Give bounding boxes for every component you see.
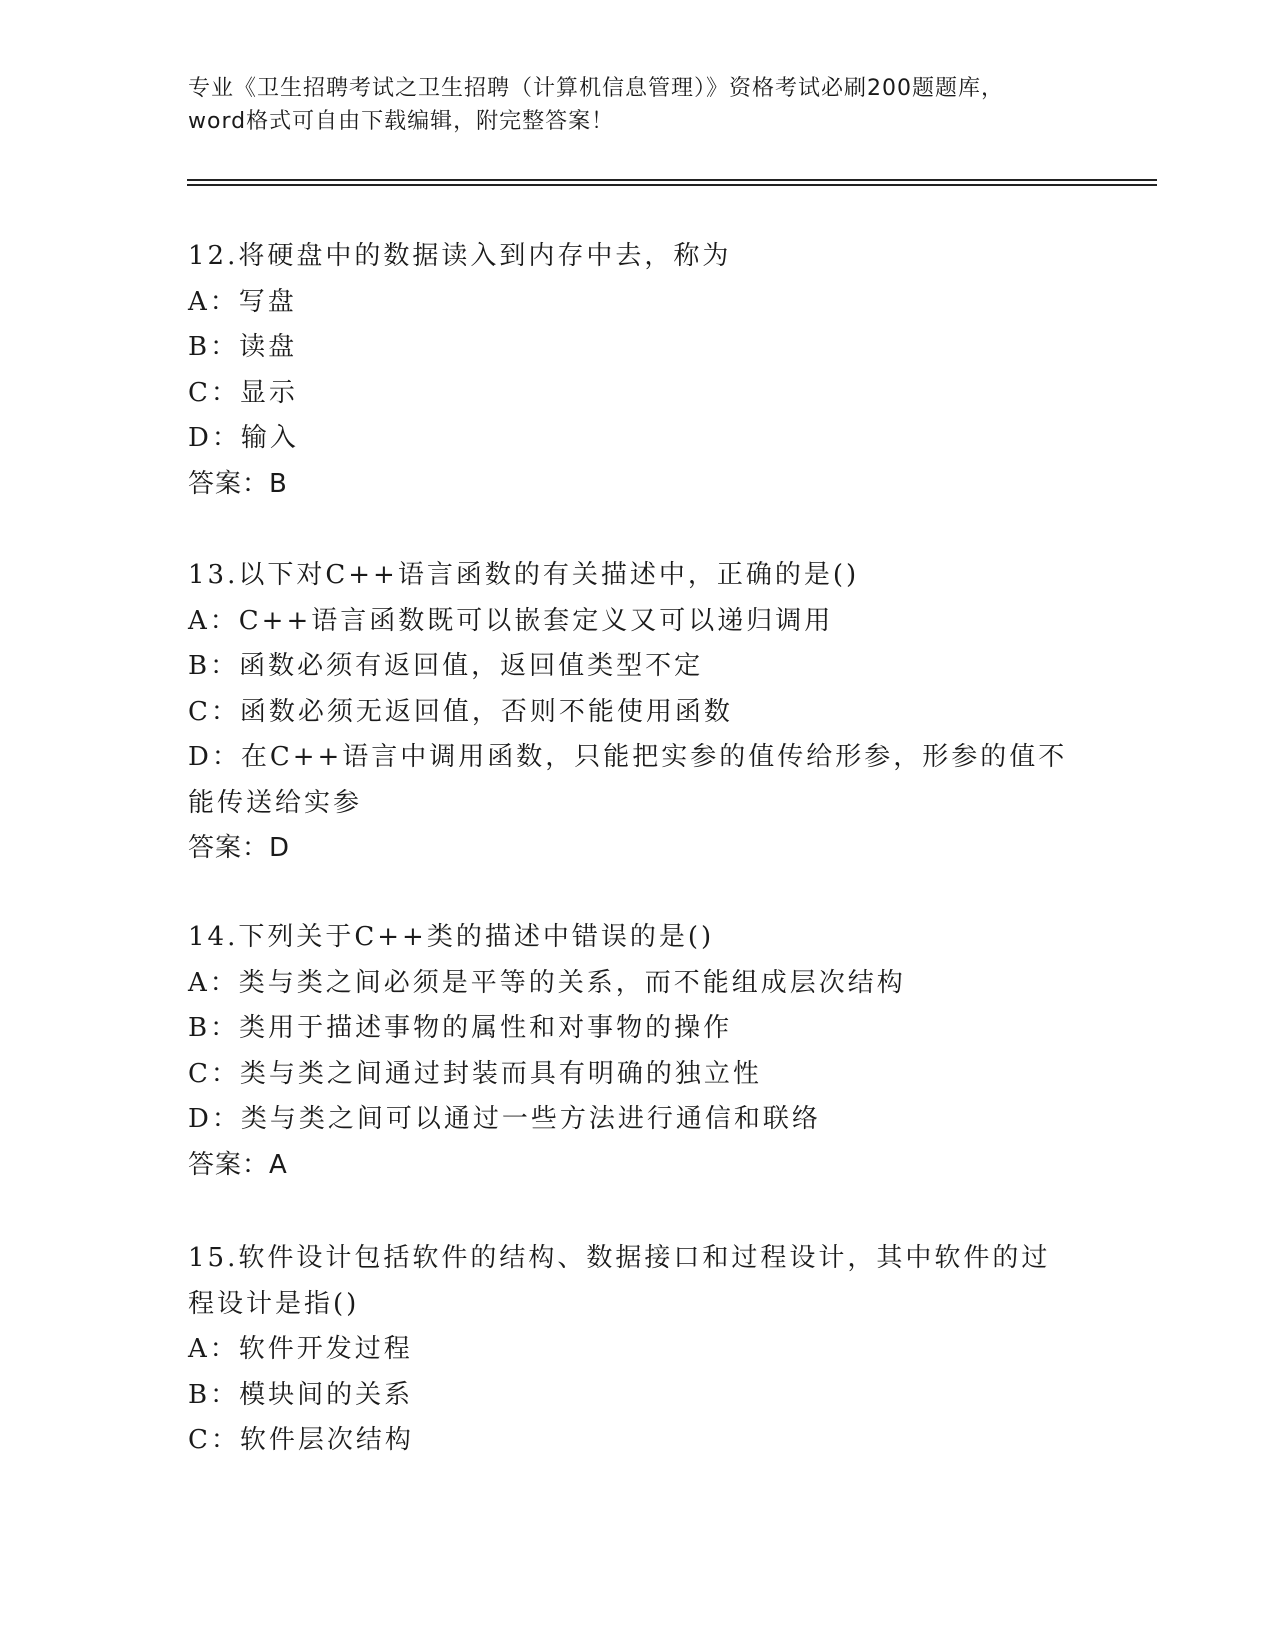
question-stem: 12.将硬盘中的数据读入到内存中去，称为 <box>188 241 732 271</box>
header-divider-top <box>187 179 1157 181</box>
header-title-line-1: 专业《卫生招聘考试之卫生招聘（计算机信息管理）》资格考试必刷200题题库， <box>188 76 1004 101</box>
question-13 <box>188 553 1068 872</box>
option-c: C：函数必须无返回值，否则不能使用函数 <box>188 696 733 727</box>
question-15 <box>188 1236 1068 1464</box>
option-d: D：在C++语言中调用函数，只能把实参的值传给形参，形参的值不能传送给实参 <box>188 742 1068 818</box>
option-a: A：C++语言函数既可以嵌套定义又可以递归调用 <box>188 605 834 636</box>
option-b: B：类用于描述事物的属性和对事物的操作 <box>188 1013 733 1043</box>
option-a: A：软件开发过程 <box>188 1334 413 1364</box>
option-c: C：类与类之间通过封装而具有明确的独立性 <box>188 1058 762 1089</box>
document-header <box>188 72 1088 138</box>
option-d: D：输入 <box>188 423 299 453</box>
question-14 <box>188 915 1068 1188</box>
answer-line: 答案：B <box>188 468 288 499</box>
option-d: D：类与类之间可以通过一些方法进行通信和联络 <box>188 1104 821 1134</box>
header-divider-bottom <box>187 184 1157 186</box>
option-c: C：显示 <box>188 377 298 408</box>
header-title-line-2: word格式可自由下载编辑，附完整答案！ <box>188 109 615 134</box>
question-stem: 14.下列关于C++类的描述中错误的是() <box>188 922 715 952</box>
answer-line: 答案：A <box>188 1149 288 1180</box>
answer-line: 答案：D <box>188 833 291 863</box>
option-c: C：软件层次结构 <box>188 1425 414 1455</box>
option-a: A：写盘 <box>188 286 297 317</box>
question-stem: 13.以下对C++语言函数的有关描述中，正确的是() <box>188 560 860 590</box>
option-a: A：类与类之间必须是平等的关系，而不能组成层次结构 <box>188 967 906 998</box>
option-b: B：函数必须有返回值，返回值类型不定 <box>188 651 704 681</box>
option-b: B：读盘 <box>188 332 298 362</box>
question-12 <box>188 234 1068 507</box>
question-stem: 15.软件设计包括软件的结构、数据接口和过程设计，其中软件的过程设计是指() <box>188 1243 1051 1319</box>
option-b: B：模块间的关系 <box>188 1379 414 1410</box>
